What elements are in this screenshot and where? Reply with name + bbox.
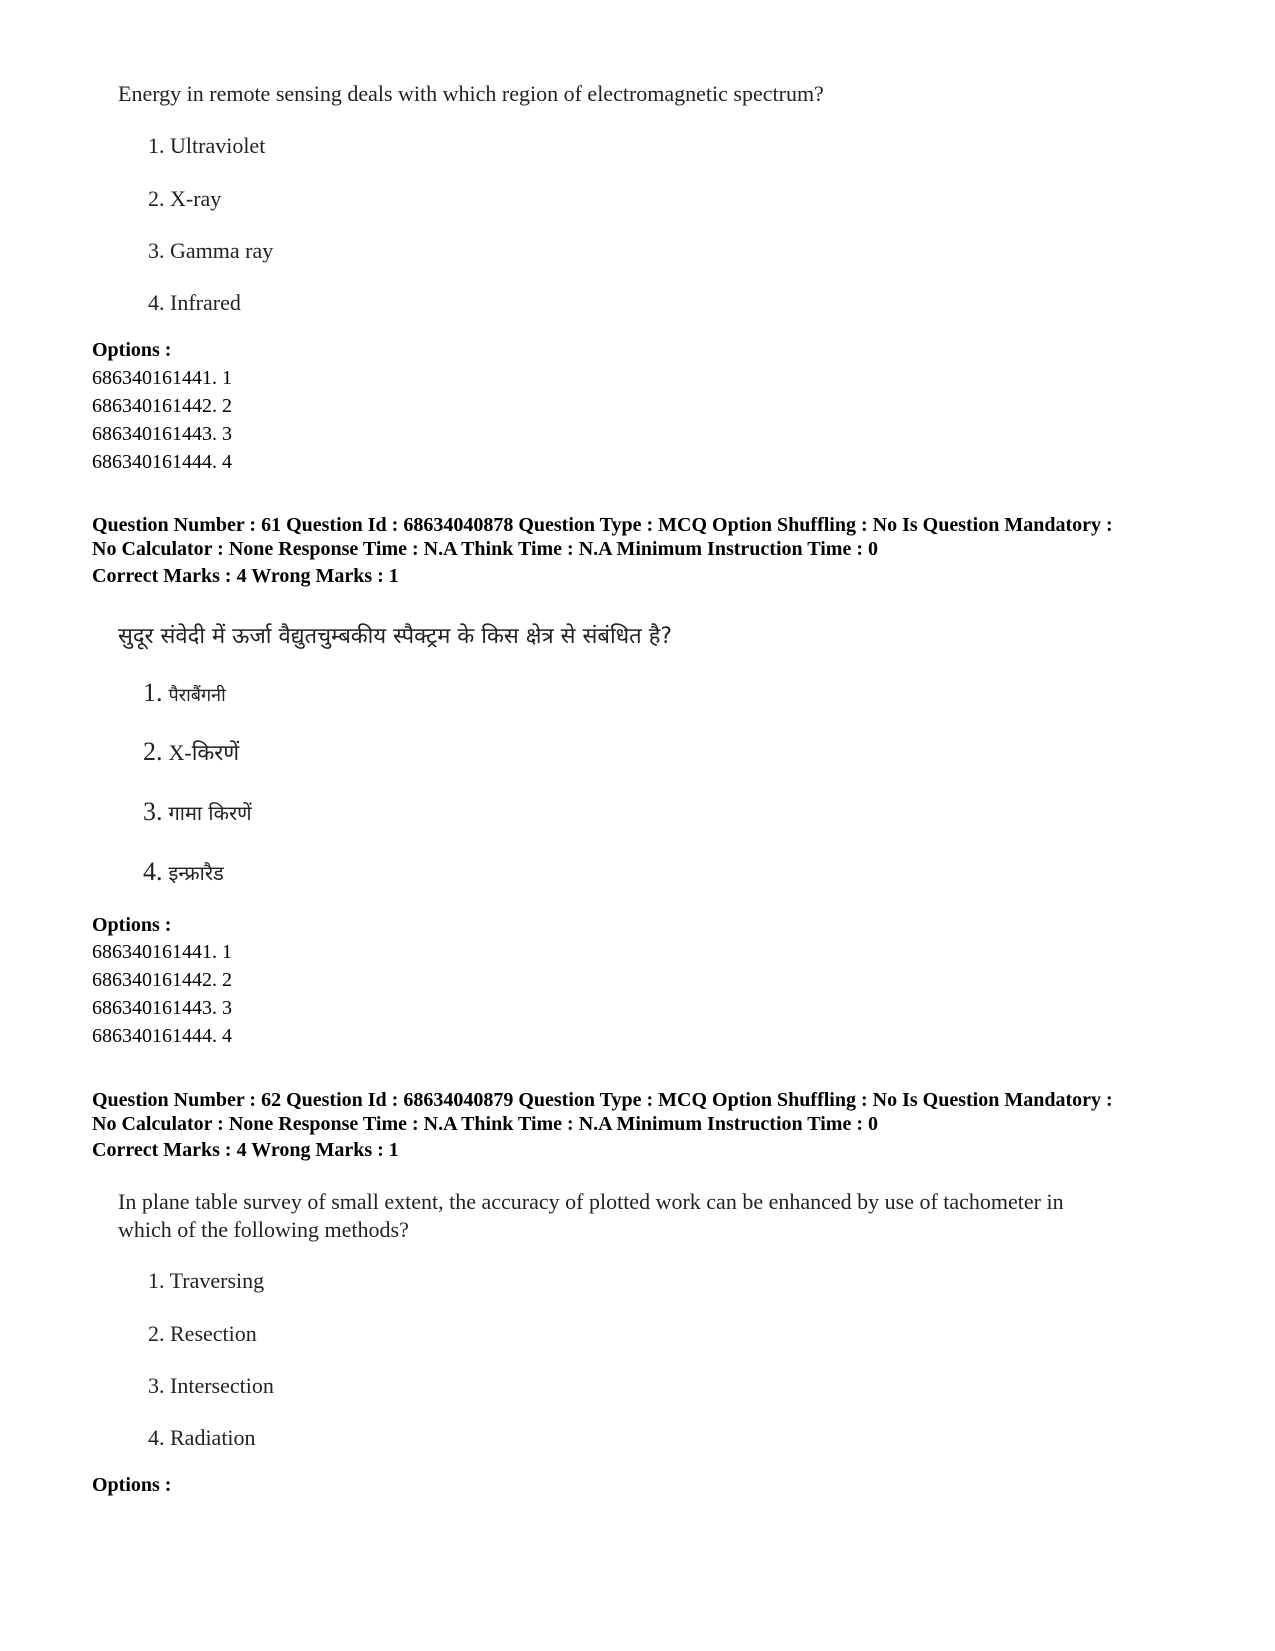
question-meta-line-1: Question Number : 62 Question Id : 68634040879 Question Type : MCQ Option Shuffling : No Is Question Mandatory : bbox=[92, 1089, 1113, 1111]
option-id-3: 686340161443. 3 bbox=[92, 423, 232, 445]
question-meta-line-2: No Calculator : None Response Time : N.A Think Time : N.A Minimum Instruction Time : 0 bbox=[92, 538, 878, 560]
choice-text: गामा किरणें bbox=[168, 801, 252, 825]
marks-line: Correct Marks : 4 Wrong Marks : 1 bbox=[92, 1139, 399, 1161]
question-meta-line-2: No Calculator : None Response Time : N.A Think Time : N.A Minimum Instruction Time : 0 bbox=[92, 1113, 878, 1135]
option-id-4: 686340161444. 4 bbox=[92, 1025, 232, 1047]
choice-4: 4. Radiation bbox=[148, 1425, 256, 1450]
marks-line: Correct Marks : 4 Wrong Marks : 1 bbox=[92, 565, 399, 587]
choice-4-hindi bbox=[143, 857, 224, 887]
choice-3-hindi bbox=[143, 797, 252, 827]
question-text bbox=[118, 1188, 1064, 1244]
option-id-1: 686340161441. 1 bbox=[92, 941, 232, 963]
choice-number: 3. bbox=[143, 797, 163, 826]
choice-1: 1. Traversing bbox=[148, 1268, 265, 1293]
options-label: Options : bbox=[92, 1474, 172, 1496]
choice-text: X-किरणें bbox=[168, 740, 240, 765]
choice-1: 1. Ultraviolet bbox=[148, 133, 266, 158]
choice-3: 3. Gamma ray bbox=[148, 238, 274, 263]
options-label: Options : bbox=[92, 914, 172, 936]
question-meta bbox=[92, 513, 1232, 561]
question-meta-line-1: Question Number : 61 Question Id : 68634040878 Question Type : MCQ Option Shuffling : No Is Question Mandatory : bbox=[92, 514, 1113, 536]
question-text-line-1: In plane table survey of small extent, the accuracy of plotted work can be enhanced by use of tachometer in bbox=[118, 1189, 1064, 1214]
choice-2: 2. X-ray bbox=[148, 186, 222, 211]
choice-number: 2. bbox=[143, 737, 163, 766]
options-label: Options : bbox=[92, 339, 172, 361]
option-id-2: 686340161442. 2 bbox=[92, 969, 232, 991]
choice-2: 2. Resection bbox=[148, 1321, 257, 1346]
question-meta bbox=[92, 1088, 1232, 1136]
choice-number: 4. bbox=[143, 857, 163, 886]
question-text-hindi: सुदूर संवेदी में ऊर्जा वैद्युतचुम्बकीय स्पैक्ट्रम के किस क्षेत्र से संबंधित है? bbox=[118, 624, 673, 649]
choice-text: पैराबैंगनी bbox=[168, 685, 226, 706]
option-id-1: 686340161441. 1 bbox=[92, 367, 232, 389]
choice-number: 1. bbox=[143, 678, 163, 707]
option-id-2: 686340161442. 2 bbox=[92, 395, 232, 417]
option-id-3: 686340161443. 3 bbox=[92, 997, 232, 1019]
option-id-4: 686340161444. 4 bbox=[92, 451, 232, 473]
choice-2-hindi bbox=[143, 737, 239, 767]
choice-1-hindi bbox=[143, 678, 226, 708]
question-text: Energy in remote sensing deals with which region of electromagnetic spectrum? bbox=[118, 81, 824, 106]
choice-3: 3. Intersection bbox=[148, 1373, 274, 1398]
question-text-line-2: which of the following methods? bbox=[118, 1217, 409, 1242]
choice-4: 4. Infrared bbox=[148, 290, 241, 315]
choice-text: इन्फ्रारैड bbox=[168, 861, 224, 885]
